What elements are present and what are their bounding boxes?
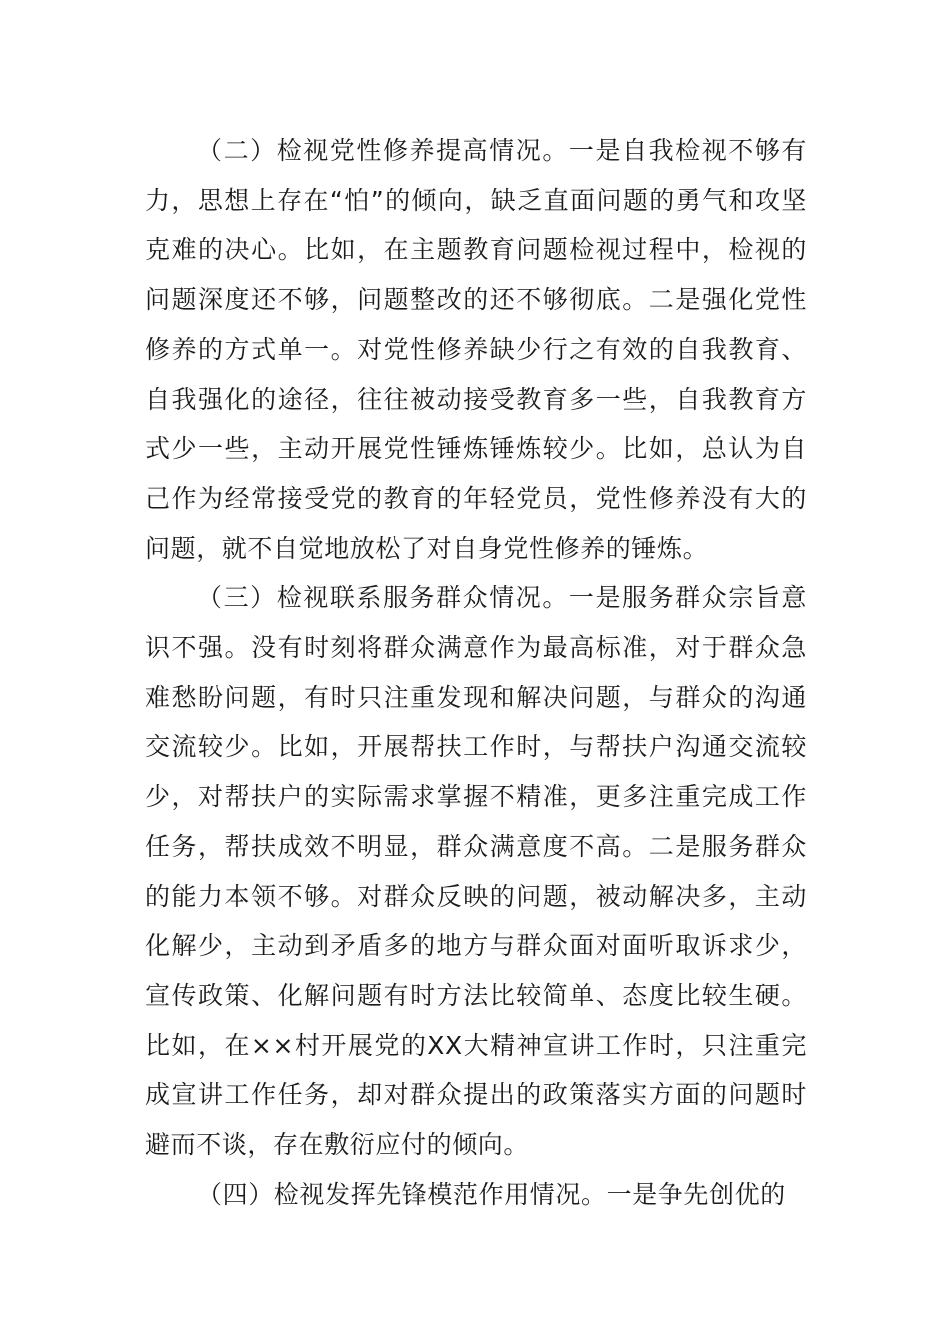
document-body [145, 126, 807, 1219]
paragraph-vanguard-role: （四）检视发挥先锋模范作用情况。一是争先创优的 [197, 1179, 786, 1209]
paragraph-serving-masses: （三）检视联系服务群众情况。一是服务群众宗旨意识不强。没有时刻将群众满意作为最高标准，对于群众急难愁盼问题，有时只注重发现和解决问题，与群众的沟通交流较少。比如，开展帮扶工作时，与帮扶户沟通交流较少，对帮扶户的实际需求掌握不精准，更多注重完成工作任务，帮扶成效不明显，群众满意度不高。二是服务群众的能力本领不够。对群众反映的问题，被动解决多，主动化解少，主动到矛盾多的地方与群众面对面听取诉求少，宣传政策、化解问题有时方法比较简单、态度比较生硬。比如，在××村开展党的XX大精神宣讲工作时，只注重完成宣讲工作任务，却对群众提出的政策落实方面的问题时避而不谈，存在敷衍应付的倾向。 [145, 583, 807, 1160]
paragraph-party-spirit: （二）检视党性修养提高情况。一是自我检视不够有力，思想上存在“怕”的倾向，缺乏直面问题的勇气和攻坚克难的决心。比如，在主题教育问题检视过程中，检视的问题深度还不够，问题整改的还不够彻底。二是强化党性修养的方式单一。对党性修养缺少行之有效的自我教育、自我强化的途径，往往被动接受教育多一些，自我教育方式少一些，主动开展党性锤炼锤炼较少。比如，总认为自己作为经常接受党的教育的年轻党员，党性修养没有大的问题，就不自觉地放松了对自身党性修养的锤炼。 [145, 136, 807, 563]
